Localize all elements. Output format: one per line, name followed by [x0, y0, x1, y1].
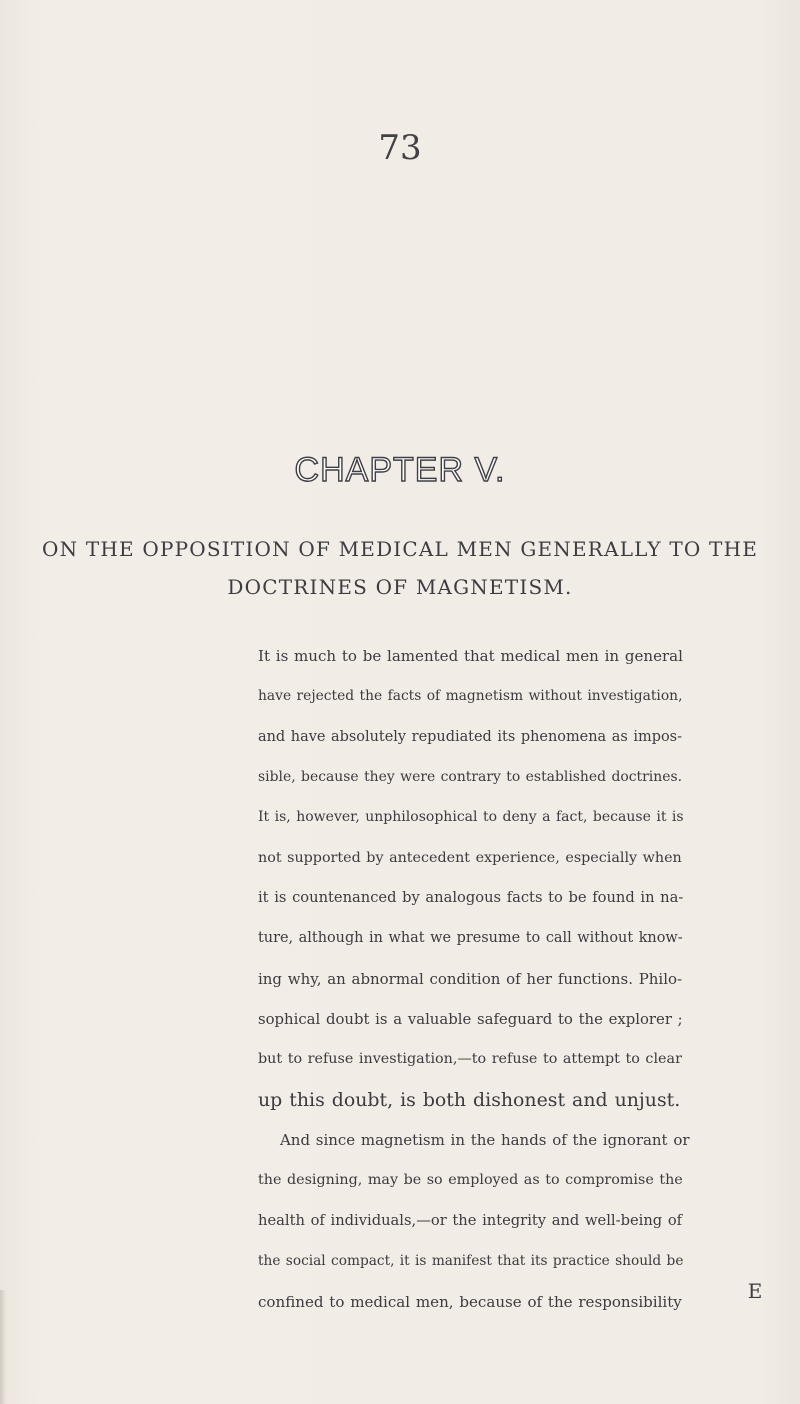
text-line: not supported by antecedent experience, especially when — [258, 849, 682, 866]
chapter-title: CHAPTER V. — [294, 451, 506, 489]
text-line: and have absolutely repudiated its phenomena as impos- — [258, 728, 682, 745]
text-line: up this doubt, is both dishonest and unjust. — [258, 1088, 681, 1111]
text-line: the social compact, it is manifest that its practice should be — [258, 1253, 684, 1270]
text-line: ture, although in what we presume to call without know- — [258, 930, 683, 947]
chapter-subtitle-line: DOCTRINES OF MAGNETISM. — [227, 575, 573, 599]
text-line: sible, because they were contrary to established doctrines. — [258, 769, 683, 786]
text-line: have rejected the facts of magnetism without investigation, — [258, 688, 683, 705]
page-edge-shadow — [0, 1290, 6, 1404]
text-line: health of individuals,—or the integrity and well-being of — [258, 1211, 683, 1229]
text-line: but to refuse investigation,—to refuse to attempt to clear — [258, 1051, 682, 1068]
text-line: It is, however, unphilosophical to deny a fact, because it is — [258, 809, 684, 826]
text-line: It is much to be lamented that medical men in general — [258, 647, 683, 665]
text-line: ing why, an abnormal condition of her functions. Philo- — [258, 969, 683, 988]
text-line: the designing, may be so employed as to compromise the — [258, 1172, 683, 1189]
signature-letter: E — [747, 1279, 763, 1303]
body-text — [258, 636, 690, 1322]
text-line: sophical doubt is a valuable safeguard to the explorer ; — [258, 1010, 683, 1029]
page-number: 73 — [378, 128, 422, 168]
text-line: And since magnetism in the hands of the ignorant or — [280, 1131, 690, 1150]
text-line: it is countenanced by analogous facts to be found in na- — [258, 889, 684, 907]
signature-mark — [0, 1276, 780, 1306]
chapter-subtitle-line: ON THE OPPOSITION OF MEDICAL MEN GENERALLY TO THE — [41, 537, 759, 561]
chapter-subtitle — [0, 530, 800, 606]
text-line: confined to medical men, because of the responsibility — [258, 1292, 682, 1311]
